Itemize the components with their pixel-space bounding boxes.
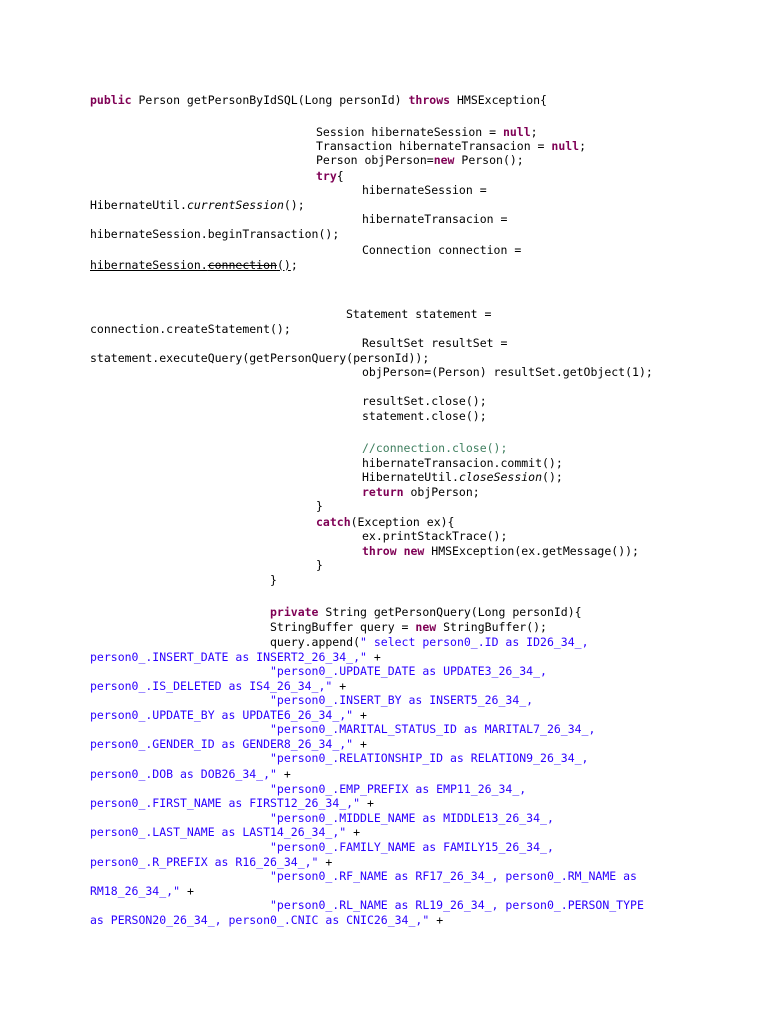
code-line xyxy=(362,336,507,350)
code-token: + xyxy=(276,767,291,781)
code-line xyxy=(270,722,595,736)
code-token: (); xyxy=(283,198,305,212)
code-line xyxy=(90,796,374,810)
code-token: ; xyxy=(290,258,298,272)
code-token: hibernateSession.beginTransaction(); xyxy=(90,227,340,241)
code-line xyxy=(316,125,538,139)
code-keyword: null xyxy=(551,139,580,153)
code-token: Session hibernateSession = xyxy=(316,125,503,139)
code-line xyxy=(362,409,487,423)
code-token: closeSession xyxy=(458,470,543,484)
code-line xyxy=(316,515,454,529)
code-token: + xyxy=(366,650,381,664)
code-string: "person0_.MIDDLE_NAME as MIDDLE13_26_34_, xyxy=(270,811,554,825)
code-keyword: null xyxy=(502,125,531,139)
code-string: "person0_.EMP_PREFIX as EMP11_26_34_, xyxy=(270,782,527,796)
code-token: + xyxy=(346,825,361,839)
code-token xyxy=(397,544,404,558)
code-line xyxy=(90,93,547,107)
code-string: person0_.DOB as DOB26_34_," xyxy=(90,767,277,781)
code-string: person0_.INSERT_DATE as INSERT2_26_34_," xyxy=(90,650,367,664)
code-token: ; xyxy=(579,139,587,153)
code-token: objPerson; xyxy=(403,485,480,499)
code-string: as PERSON20_26_34_, person0_.CNIC as CNIC26_34_," xyxy=(90,913,430,927)
code-string: "person0_.UPDATE_DATE as UPDATE3_26_34_, xyxy=(270,664,547,678)
code-line xyxy=(90,198,305,212)
code-string: "person0_.RF_NAME as RF17_26_34_, person0_.RM_NAME as xyxy=(270,869,637,883)
code-token: statement.close(); xyxy=(362,409,487,423)
code-token: statement.executeQuery(getPersonQuery(personId)); xyxy=(90,351,430,365)
code-token: Person getPersonByIdSQL(Long personId) xyxy=(131,93,409,107)
code-string: RM18_26_34_," xyxy=(90,884,181,898)
code-line xyxy=(90,855,332,869)
code-token: currentSession xyxy=(186,198,284,212)
code-token: Transaction hibernateTransacion = xyxy=(316,139,552,153)
code-line xyxy=(362,485,480,499)
code-line xyxy=(90,767,291,781)
code-token: query.append( xyxy=(270,635,361,649)
code-keyword: return xyxy=(362,485,404,499)
code-line xyxy=(90,708,367,722)
code-line xyxy=(90,322,291,336)
code-keyword: catch xyxy=(316,515,351,529)
code-keyword: throws xyxy=(408,93,451,107)
code-token: { xyxy=(336,169,344,183)
code-keyword: new xyxy=(403,544,425,558)
code-token: HibernateUtil. xyxy=(90,198,187,212)
code-token: Connection connection = xyxy=(362,243,522,257)
code-token: + xyxy=(332,679,347,693)
code-line xyxy=(270,811,554,825)
code-keyword: new xyxy=(415,620,437,634)
code-line xyxy=(316,499,323,513)
code-token: ex.printStackTrace(); xyxy=(362,529,508,543)
code-keyword: private xyxy=(270,605,319,619)
code-line xyxy=(362,544,639,558)
code-line xyxy=(362,470,563,484)
code-string: "person0_.FAMILY_NAME as FAMILY15_26_34_, xyxy=(270,840,554,854)
code-token: + xyxy=(353,737,367,751)
code-line xyxy=(270,840,554,854)
code-line xyxy=(362,365,653,379)
code-line xyxy=(90,227,339,241)
code-token: ; xyxy=(530,125,538,139)
code-line xyxy=(90,650,381,664)
code-keyword: throw xyxy=(362,544,397,558)
code-token: connection xyxy=(207,258,277,272)
code-token: StringBuffer(); xyxy=(436,620,547,634)
code-string: " select person0_.ID as ID26_34_, xyxy=(360,635,589,649)
code-token: objPerson=(Person) resultSet.getObject(1); xyxy=(362,365,653,379)
code-token: HMSException(ex.getMessage()); xyxy=(424,544,639,558)
code-string: person0_.R_PREFIX as R16_26_34_," xyxy=(90,855,319,869)
code-line xyxy=(270,869,637,883)
code-comment: //connection.close(); xyxy=(362,441,508,455)
code-line xyxy=(362,183,487,197)
code-token: ResultSet resultSet = xyxy=(362,336,508,350)
code-string: person0_.LAST_NAME as LAST14_26_34_," xyxy=(90,825,347,839)
code-token: hibernateSession = xyxy=(362,183,487,197)
code-token: + xyxy=(360,796,374,810)
code-line xyxy=(90,825,360,839)
code-line xyxy=(346,307,491,321)
code-line xyxy=(270,782,526,796)
code-string: person0_.FIRST_NAME as FIRST12_26_34_," xyxy=(90,796,361,810)
code-token: HMSException{ xyxy=(450,93,547,107)
code-string: "person0_.INSERT_BY as INSERT5_26_34_, xyxy=(270,693,534,707)
code-token: + xyxy=(318,855,333,869)
code-line xyxy=(362,441,507,455)
code-string: person0_.UPDATE_BY as UPDATE6_26_34_," xyxy=(90,708,354,722)
code-line xyxy=(270,620,547,634)
code-line xyxy=(90,884,194,898)
code-line xyxy=(270,605,582,619)
code-line xyxy=(90,913,443,927)
code-line xyxy=(90,351,429,365)
code-keyword: try xyxy=(316,169,337,183)
code-string: "person0_.RELATIONSHIP_ID as RELATION9_26_34_, xyxy=(270,751,589,765)
code-line xyxy=(270,751,589,765)
code-line xyxy=(90,258,298,272)
code-line xyxy=(270,573,277,587)
code-keyword: public xyxy=(90,93,132,107)
code-line xyxy=(362,456,563,470)
code-line xyxy=(362,394,487,408)
code-keyword: new xyxy=(433,153,455,167)
code-line xyxy=(270,898,644,912)
code-line xyxy=(270,693,533,707)
code-line xyxy=(316,558,323,572)
code-token: } xyxy=(316,499,323,513)
code-line xyxy=(270,664,547,678)
code-line xyxy=(362,212,507,226)
code-line xyxy=(316,169,344,183)
code-string: person0_.IS_DELETED as IS4_26_34_," xyxy=(90,679,333,693)
code-token: hibernateTransacion.commit(); xyxy=(362,456,563,470)
code-line xyxy=(270,635,589,649)
code-token: () xyxy=(276,258,291,272)
code-token: } xyxy=(316,558,323,572)
code-token: + xyxy=(353,708,367,722)
code-line xyxy=(362,529,507,543)
code-token: HibernateUtil. xyxy=(362,470,459,484)
code-token: String getPersonQuery(Long personId){ xyxy=(318,605,582,619)
code-line xyxy=(90,679,346,693)
code-token: Statement statement = xyxy=(346,307,492,321)
code-line xyxy=(316,153,524,167)
code-string: "person0_.MARITAL_STATUS_ID as MARITAL7_26_34_, xyxy=(270,722,596,736)
code-token: Person objPerson= xyxy=(316,153,434,167)
code-line xyxy=(90,737,367,751)
code-token: + xyxy=(180,884,194,898)
code-token: Person(); xyxy=(454,153,524,167)
code-token: hibernateSession. xyxy=(90,258,208,272)
code-line xyxy=(316,139,586,153)
code-token: + xyxy=(429,913,444,927)
code-token: connection.createStatement(); xyxy=(90,322,291,336)
code-string: person0_.GENDER_ID as GENDER8_26_34_," xyxy=(90,737,354,751)
code-token: StringBuffer query = xyxy=(270,620,416,634)
code-token: hibernateTransacion = xyxy=(362,212,508,226)
code-token: } xyxy=(270,573,277,587)
code-line xyxy=(362,243,521,257)
code-token: resultSet.close(); xyxy=(362,394,487,408)
code-token: (Exception ex){ xyxy=(350,515,455,529)
code-string: "person0_.RL_NAME as RL19_26_34_, person0_.PERSON_TYPE xyxy=(270,898,644,912)
code-token: (); xyxy=(542,470,563,484)
